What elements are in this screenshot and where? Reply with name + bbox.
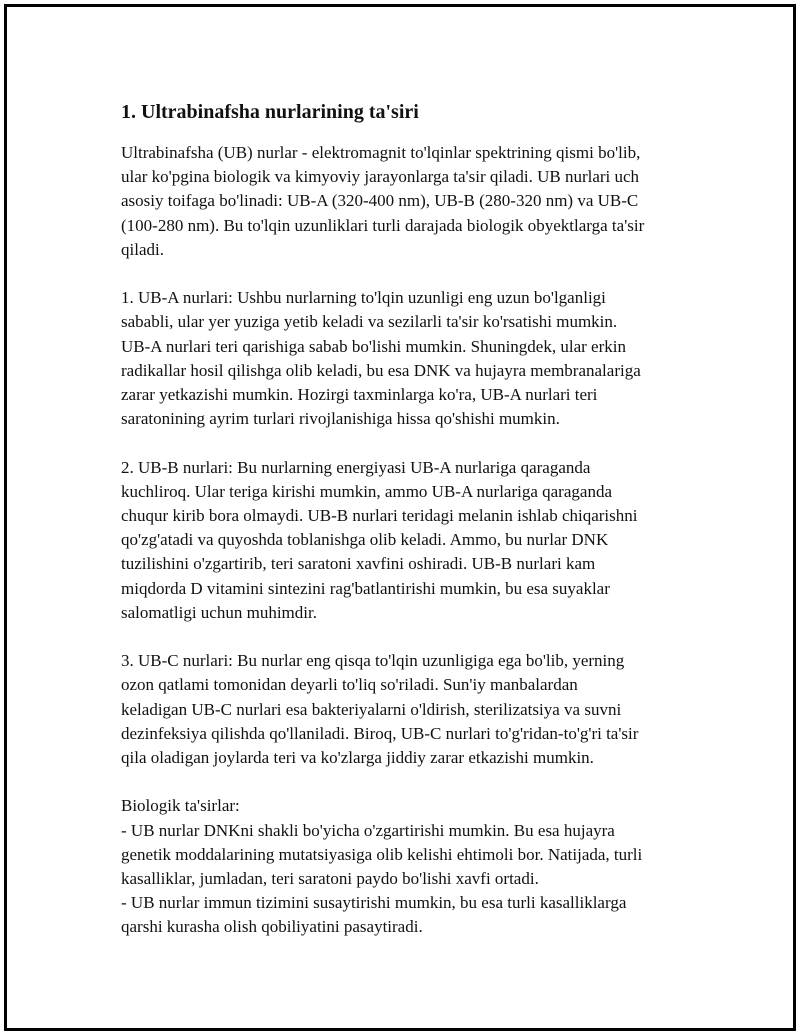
- text-line: Biologik ta'sirlar:: [121, 796, 240, 816]
- text-line: kuchliroq. Ular teriga kirishi mumkin, ammo UB-A nurlariga qaraganda: [121, 481, 612, 501]
- text-line: qila oladigan joylarda teri va ko'zlarga jiddiy zarar etkazishi mumkin.: [121, 748, 594, 768]
- paragraph-ubb: [121, 456, 706, 625]
- text-line: asosiy toifaga bo'linadi: UB-A (320-400 nm), UB-B (280-320 nm) va UB-C: [121, 191, 639, 211]
- text-line: UB-A nurlari teri qarishiga sabab bo'lishi mumkin. Shuningdek, ular erkin: [121, 336, 626, 356]
- text-line: - UB nurlar DNKni shakli bo'yicha o'zgartirishi mumkin. Bu esa hujayra: [121, 820, 615, 840]
- text-line: qiladi.: [121, 239, 164, 259]
- document-title: 1. Ultrabinafsha nurlarining ta'siri: [121, 101, 419, 123]
- text-line: zarar yetkazishi mumkin. Hozirgi taxminlarga ko'ra, UB-A nurlari teri: [121, 385, 598, 405]
- text-line: ular ko'pgina biologik va kimyoviy jarayonlarga ta'sir qiladi. UB nurlari uch: [121, 167, 640, 187]
- text-line: qo'zg'atadi va quyoshda toblanishga olib keladi. Ammo, bu nurlar DNK: [121, 530, 609, 550]
- text-line: radikallar hosil qilishga olib keladi, bu esa DNK va hujayra membranalariga: [121, 360, 641, 380]
- text-line: miqdorda D vitamini sintezini rag'batlantirishi mumkin, bu esa suyaklar: [121, 578, 610, 598]
- paragraph-biological-effects: [121, 794, 706, 939]
- text-line: - UB nurlar immun tizimini susaytirishi mumkin, bu esa turli kasalliklarga: [121, 893, 627, 913]
- text-line: tuzilishini o'zgartirib, teri saratoni xavfini oshiradi. UB-B nurlari kam: [121, 554, 596, 574]
- text-line: genetik moddalarining mutatsiyasiga olib kelishi ehtimoli bor. Natijada, turli: [121, 844, 643, 864]
- text-line: sababli, ular yer yuziga yetib keladi va sezilarli ta'sir ko'rsatishi mumkin.: [121, 312, 618, 332]
- text-line: 3. UB-C nurlari: Bu nurlar eng qisqa to'lqin uzunligiga ega bo'lib, yerning: [121, 651, 625, 671]
- text-line: (100-280 nm). Bu to'lqin uzunliklari turli darajada biologik obyektlarga ta'sir: [121, 215, 645, 235]
- text-line: chuqur kirib bora olmaydi. UB-B nurlari teridagi melanin ishlab chiqarishni: [121, 506, 638, 526]
- paragraph-uba: [121, 286, 706, 431]
- text-line: keladigan UB-C nurlari esa bakteriyalarni o'ldirish, sterilizatsiya va suvni: [121, 699, 622, 719]
- text-line: salomatligi uchun muhimdir.: [121, 602, 317, 622]
- page-frame: [4, 4, 796, 1031]
- text-line: kasalliklar, jumladan, teri saratoni paydo bo'lishi xavfi ortadi.: [121, 869, 539, 889]
- text-line: 1. UB-A nurlari: Ushbu nurlarning to'lqin uzunligi eng uzun bo'lganligi: [121, 288, 606, 308]
- text-line: 2. UB-B nurlari: Bu nurlarning energiyasi UB-A nurlariga qaraganda: [121, 457, 591, 477]
- text-line: qarshi kurasha olish qobiliyatini pasaytiradi.: [121, 917, 423, 937]
- document-body: [121, 99, 706, 940]
- paragraph-ubc: [121, 649, 706, 770]
- text-line: Ultrabinafsha (UB) nurlar - elektromagnit to'lqinlar spektrining qismi bo'lib,: [121, 143, 641, 162]
- paragraph-intro: [121, 141, 706, 262]
- text-line: saratonining ayrim turlari rivojlanishiga hissa qo'shishi mumkin.: [121, 409, 560, 429]
- text-line: ozon qatlami tomonidan deyarli to'liq so'riladi. Sun'iy manbalardan: [121, 675, 578, 695]
- text-line: dezinfeksiya qilishda qo'llaniladi. Biroq, UB-C nurlari to'g'ridan-to'g'ri ta'sir: [121, 723, 639, 743]
